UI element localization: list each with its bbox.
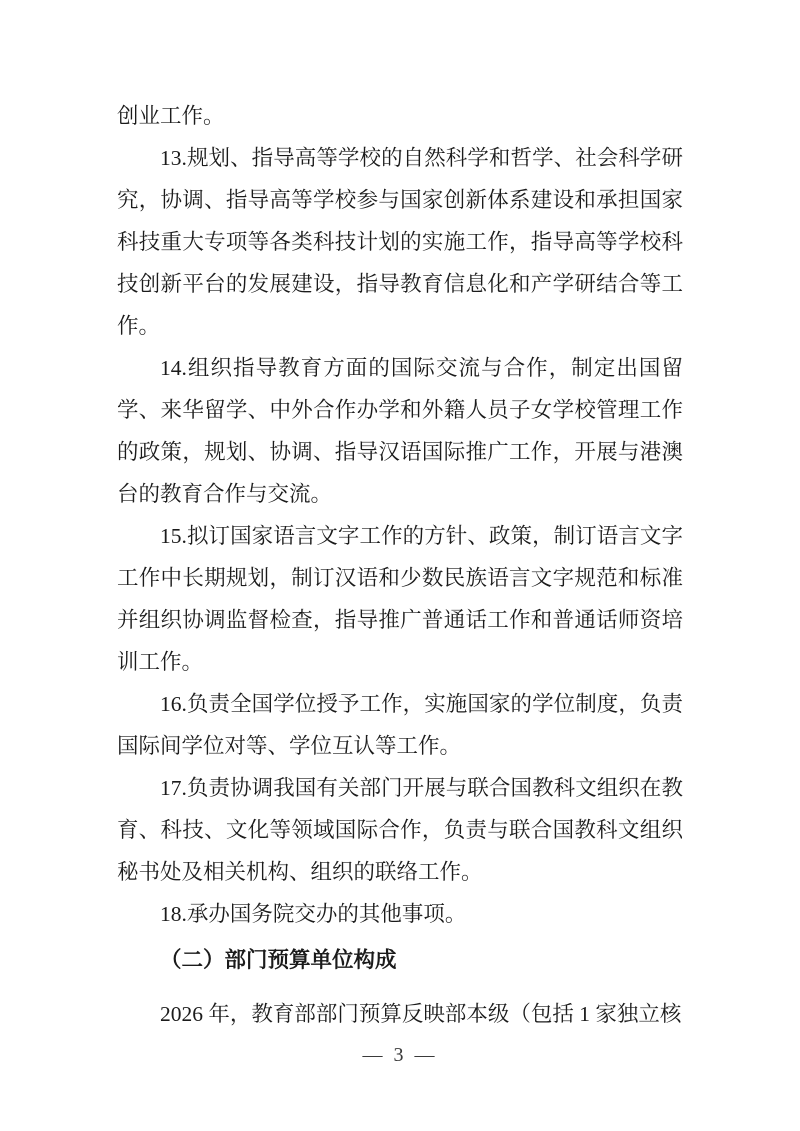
para-item-14: 14.组织指导教育方面的国际交流与合作，制定出国留学、来华留学、中外合作办学和外籍人员子女学校管理工作的政策，规划、协调、指导汉语国际推广工作，开展与港澳台的教育合作与交流。 — [117, 356, 683, 506]
para-item-16: 16.负责全国学位授予工作，实施国家的学位制度，负责国际间学位对等、学位互认等工作。 — [117, 692, 683, 758]
para-item-15: 15.拟订国家语言文字工作的方针、政策，制订语言文字工作中长期规划，制订汉语和少数民族语言文字规范和标准并组织协调监督检查，指导推广普通话工作和普通话师资培训工作。 — [117, 524, 683, 674]
para-item-18: 18.承办国务院交办的其他事项。 — [160, 902, 467, 926]
page-footer — [0, 1044, 800, 1067]
para-item-17: 17.负责协调我国有关部门开展与联合国教科文组织在教育、科技、文化等领域国际合作，负责与联合国教科文组织秘书处及相关机构、组织的联络工作。 — [117, 776, 683, 884]
para-continuation: 创业工作。 — [117, 104, 225, 128]
document-body — [117, 95, 683, 1035]
page-number: — 3 — — [362, 1044, 438, 1066]
section-heading: （二）部门预算单位构成 — [160, 948, 397, 972]
para-item-13: 13.规划、指导高等学校的自然科学和哲学、社会科学研究，协调、指导高等学校参与国家创新体系建设和承担国家科技重大专项等各类科技计划的实施工作，指导高等学校科技创新平台的发展建设，指导教育信息化和产学研结合等工作。 — [117, 146, 683, 338]
para-budget-intro: 2026 年，教育部部门预算反映部本级（包括 1 家独立核 — [160, 1002, 682, 1026]
